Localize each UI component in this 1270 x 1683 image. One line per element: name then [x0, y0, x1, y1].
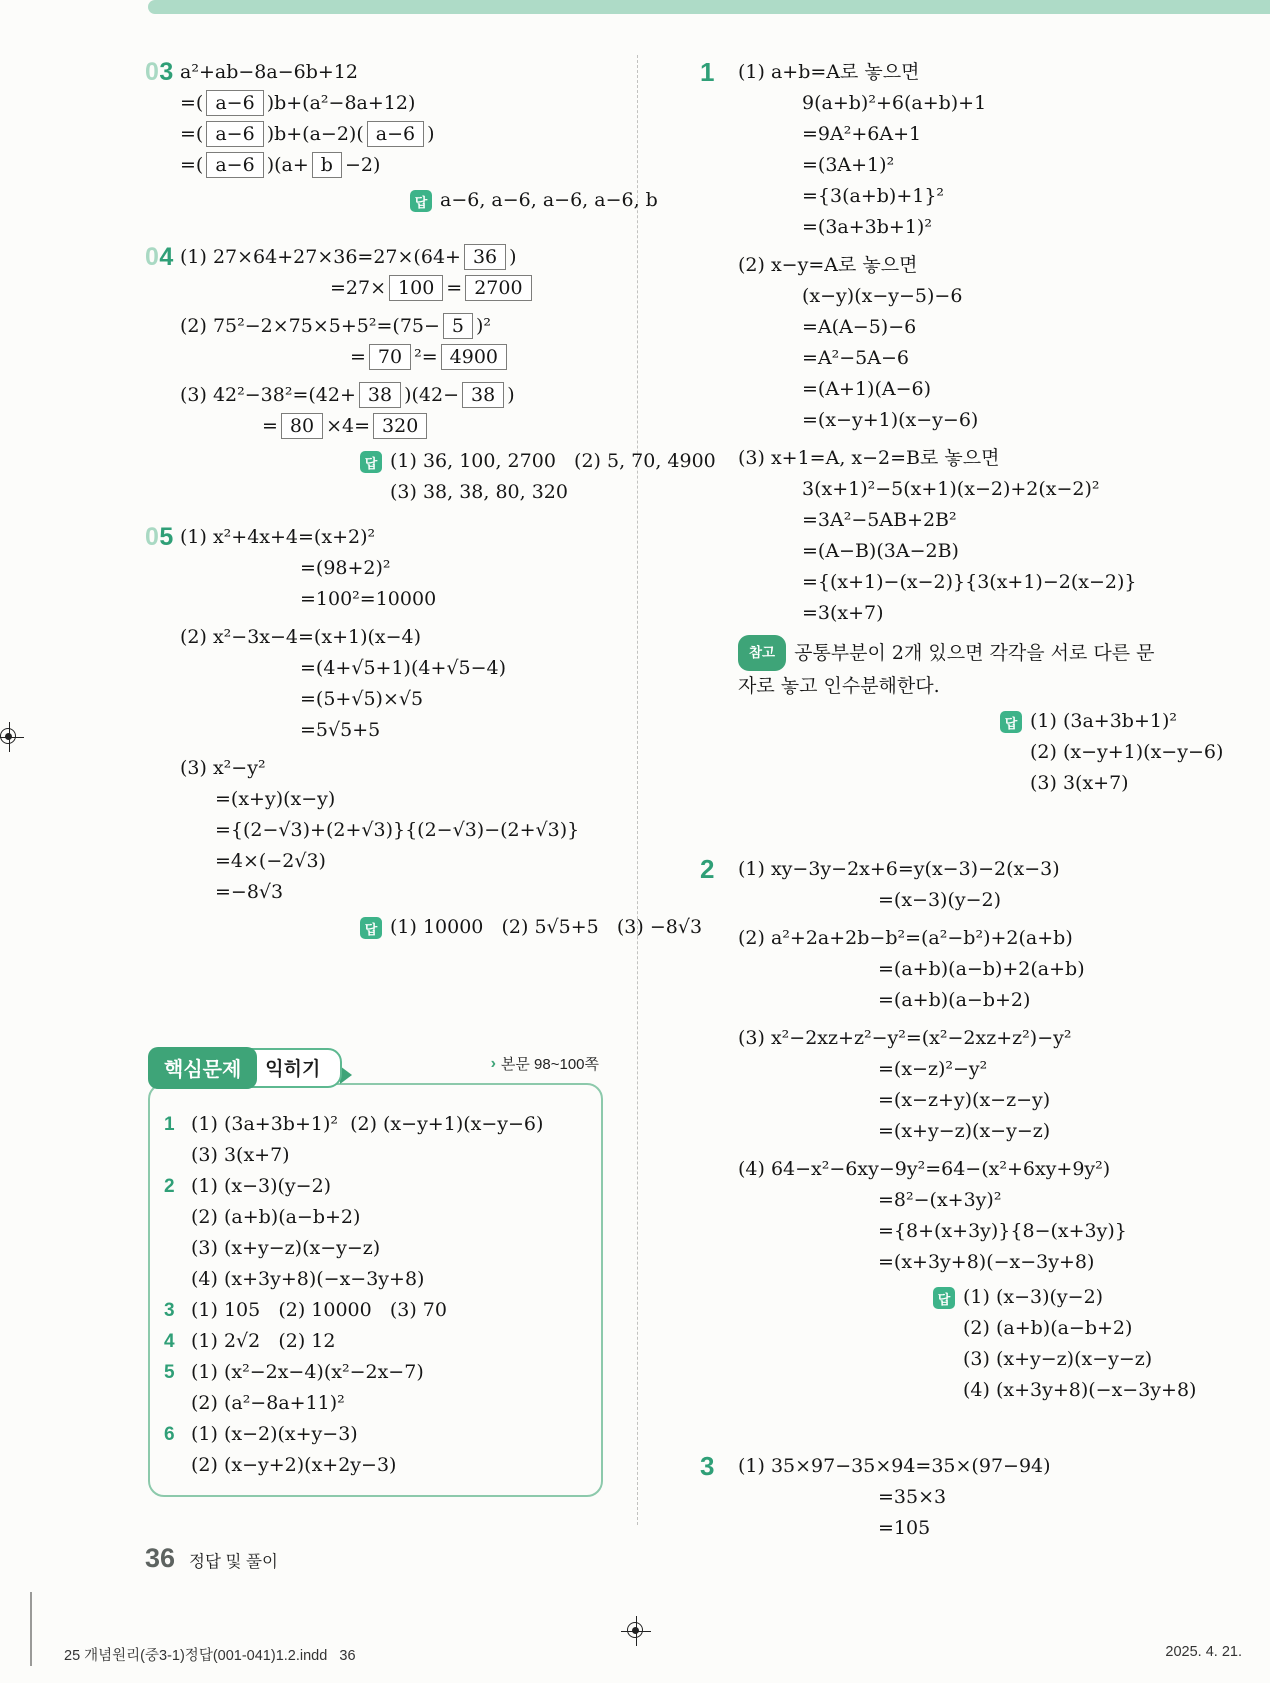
answer-line: (3) 3(x+7) — [191, 1144, 290, 1166]
print-date: 2025. 4. 21. — [1165, 1644, 1242, 1660]
fill-in-box: 5 — [443, 313, 473, 339]
fill-in-box: 2700 — [465, 275, 531, 301]
math-line: =(4+√5+1)(4+√5−4) — [300, 657, 506, 679]
answer-line: a−6, a−6, a−6, a−6, b — [440, 189, 658, 211]
answer-block — [933, 1282, 1197, 1406]
math-line: =(x+3y+8)(−x−3y+8) — [878, 1251, 1095, 1273]
answer-badge-icon: 답 — [933, 1287, 955, 1309]
answer-line: (1) (3a+3b+1)² — [1030, 710, 1177, 732]
column-divider — [637, 55, 638, 1525]
page-footer — [145, 1543, 278, 1574]
math-line: =27× 100 = 2700 — [330, 273, 610, 304]
note-block — [738, 635, 1170, 702]
math-line: =35×3 — [878, 1486, 947, 1508]
answer-line: (1) (x−3)(y−2) — [963, 1286, 1104, 1308]
core-item-number: 3 — [164, 1300, 175, 1321]
core-item-answers — [191, 1326, 587, 1357]
page-footer-label: 정답 및 풀이 — [189, 1553, 278, 1571]
note-badge: 참고 — [738, 635, 786, 671]
answer-lines — [1030, 706, 1223, 799]
left-column — [145, 57, 716, 1497]
math-line: =(x−3)(y−2) — [878, 889, 1002, 911]
math-line: (4) 64−x²−6xy−9y²=64−(x²+6xy+9y²) — [738, 1158, 1111, 1180]
problem-2 — [700, 854, 1197, 1406]
math-line: =9A²+6A+1 — [802, 123, 922, 145]
core-item-answers — [191, 1109, 587, 1171]
problem-number: 2 — [700, 854, 715, 884]
math-line: ={(2−√3)+(2+√3)}{(2−√3)−(2+√3)} — [215, 819, 580, 841]
math-line: =( a−6 )b+(a²−8a+12) — [180, 92, 416, 114]
math-line: (1) x²+4x+4=(x+2)² — [180, 526, 376, 548]
core-item-answers — [191, 1419, 587, 1481]
math-line: =( a−6 )(a+ b −2) — [180, 154, 381, 176]
fill-in-box: a−6 — [206, 121, 263, 147]
page-ref-text: 본문 98~100쪽 — [500, 1056, 599, 1073]
answer-block — [1000, 706, 1224, 799]
answer-line: (1) 36, 100, 2700 (2) 5, 70, 4900 — [390, 450, 716, 472]
math-line: =105 — [878, 1517, 931, 1539]
answer-block — [410, 185, 658, 216]
math-line: (1) xy−3y−2x+6=y(x−3)−2(x−3) — [738, 858, 1060, 880]
answer-line: (1) 2√2 (2) 12 — [191, 1330, 336, 1352]
answer-block — [360, 912, 703, 943]
answer-lines — [440, 185, 658, 216]
fill-in-box: 80 — [281, 413, 323, 439]
answer-line: (1) 10000 (2) 5√5+5 (3) −8√3 — [390, 916, 703, 938]
crop-mark — [30, 1592, 32, 1666]
math-line: =(a+b)(a−b+2) — [878, 989, 1031, 1011]
math-line: =(3A+1)² — [802, 154, 895, 176]
answer-line: (3) 38, 38, 80, 320 — [390, 481, 568, 503]
math-line: =100²=10000 — [300, 588, 437, 610]
answer-line: (2) (x−y+2)(x+2y−3) — [191, 1454, 397, 1476]
solution-lines — [180, 57, 610, 181]
math-line: =(x+y−z)(x−y−z) — [878, 1120, 1051, 1142]
math-line: ={(x+1)−(x−2)}{3(x+1)−2(x−2)} — [802, 571, 1137, 593]
answer-line: (1) 105 (2) 10000 (3) 70 — [191, 1299, 447, 1321]
math-line: (3) x²−2xz+z²−y²=(x²−2xz+z²)−y² — [738, 1027, 1072, 1049]
math-line: (x−y)(x−y−5)−6 — [802, 285, 963, 307]
math-line: =(5+√5)×√5 — [300, 688, 424, 710]
core-item-number: 4 — [164, 1331, 175, 1352]
fill-in-box: a−6 — [367, 121, 424, 147]
math-line: a²+ab−8a−6b+12 — [180, 61, 358, 83]
fill-in-box: 4900 — [441, 344, 507, 370]
math-line: (1) a+b=A로 놓으면 — [738, 61, 920, 83]
answer-line: (1) (x−3)(y−2) — [191, 1175, 332, 1197]
core-item-5 — [164, 1357, 587, 1419]
answer-line: (1) (3a+3b+1)² (2) (x−y+1)(x−y−6) — [191, 1113, 544, 1135]
registration-mark-bottom — [621, 1616, 651, 1646]
answer-line: (3) (x+y−z)(x−y−z) — [963, 1348, 1153, 1370]
math-line: (3) x²−y² — [180, 757, 266, 779]
core-item-3 — [164, 1295, 587, 1326]
math-line: =8²−(x+3y)² — [878, 1189, 1002, 1211]
core-item-number: 6 — [164, 1424, 175, 1445]
fill-in-box: 70 — [369, 344, 411, 370]
math-line: (3) x+1=A, x−2=B로 놓으면 — [738, 447, 1000, 469]
fill-in-box: 100 — [389, 275, 443, 301]
core-box-badge: 핵심문제 — [148, 1047, 257, 1089]
problem-1 — [700, 57, 1224, 799]
math-line: =(x−y+1)(x−y−6) — [802, 409, 979, 431]
math-line: =(x−z)²−y² — [878, 1058, 988, 1080]
answer-line: (2) (x−y+1)(x−y−6) — [1030, 741, 1224, 763]
math-line: =3(x+7) — [802, 602, 884, 624]
problem-3 — [700, 1451, 1170, 1544]
answer-badge-icon: 답 — [360, 917, 382, 939]
answer-badge-icon: 답 — [410, 190, 432, 212]
core-problems-box — [148, 1054, 603, 1497]
solution-lines — [738, 854, 1170, 1278]
fill-in-box: 38 — [462, 382, 504, 408]
math-line: =(x+y)(x−y) — [215, 788, 336, 810]
math-line: =3A²−5AB+2B² — [802, 509, 957, 531]
answer-badge-icon: 답 — [360, 451, 382, 473]
note-text: 공통부분이 2개 있으면 각각을 서로 다른 문자로 놓고 인수분해한다. — [738, 642, 1155, 697]
core-item-answers — [191, 1171, 587, 1295]
problem-number: 1 — [700, 57, 715, 87]
problem-05 — [145, 522, 703, 943]
answer-lines — [390, 446, 716, 508]
problem-number: 05 — [145, 523, 174, 551]
core-item-1 — [164, 1109, 587, 1171]
math-line: =4×(−2√3) — [215, 850, 326, 872]
answer-badge-icon: 답 — [1000, 711, 1022, 733]
math-line: (3) 42²−38²=(42+ 38 )(42− 38 ) — [180, 384, 515, 406]
math-line: (1) 27×64+27×36=27×(64+ 36 ) — [180, 246, 517, 268]
core-item-answers — [191, 1295, 587, 1326]
chevron-icon: › — [490, 1054, 496, 1072]
fill-in-box: 320 — [373, 413, 427, 439]
math-line: (2) a²+2a+2b−b²=(a²−b²)+2(a+b) — [738, 927, 1073, 949]
math-line: = 70 ²= 4900 — [350, 342, 610, 373]
math-line: =(A+1)(A−6) — [802, 378, 932, 400]
math-line: (2) 75²−2×75×5+5²=(75− 5 )² — [180, 315, 492, 337]
math-line: =( a−6 )b+(a−2)( a−6 ) — [180, 123, 435, 145]
core-item-number: 1 — [164, 1114, 175, 1135]
print-filename: 25 개념원리(중3-1)정답(001-041)1.2.indd 36 — [64, 1648, 356, 1664]
core-box-header — [148, 1047, 352, 1089]
page-number: 36 — [145, 1543, 176, 1573]
answer-line: (1) (x−2)(x+y−3) — [191, 1423, 358, 1445]
math-line: = 80 ×4= 320 — [262, 411, 610, 442]
problem-number: 3 — [700, 1451, 715, 1481]
fill-in-box: a−6 — [206, 152, 263, 178]
solution-lines — [180, 522, 610, 908]
top-accent-bar — [148, 0, 1270, 14]
fill-in-box: 36 — [464, 244, 506, 270]
math-line: =(3a+3b+1)² — [802, 216, 932, 238]
problem-number: 03 — [145, 58, 174, 86]
answer-line: (4) (x+3y+8)(−x−3y+8) — [191, 1268, 425, 1290]
solution-lines — [738, 1451, 1170, 1544]
registration-mark-left — [0, 722, 24, 752]
core-box-page-ref — [491, 1053, 599, 1074]
solution-lines — [180, 242, 610, 442]
fill-in-box: a−6 — [206, 90, 263, 116]
fill-in-box: b — [312, 152, 342, 178]
answer-lines — [963, 1282, 1196, 1406]
math-line: =5√5+5 — [300, 719, 381, 741]
math-line: =(a+b)(a−b)+2(a+b) — [878, 958, 1085, 980]
core-item-number: 2 — [164, 1176, 175, 1197]
math-line: =(x−z+y)(x−z−y) — [878, 1089, 1051, 1111]
answer-line: (3) (x+y−z)(x−y−z) — [191, 1237, 381, 1259]
math-line: =(98+2)² — [300, 557, 391, 579]
math-line: ={8+(x+3y)}{8−(x+3y)} — [878, 1220, 1127, 1242]
answer-line: (2) (a²−8a+11)² — [191, 1392, 345, 1414]
core-box-tail-icon — [340, 1066, 352, 1084]
problem-03 — [145, 57, 658, 216]
math-line: =A²−5A−6 — [802, 347, 909, 369]
math-line: =(A−B)(3A−2B) — [802, 540, 959, 562]
core-item-6 — [164, 1419, 587, 1481]
answer-line: (3) 3(x+7) — [1030, 772, 1129, 794]
math-line: ={3(a+b)+1}² — [802, 185, 945, 207]
core-item-answers — [191, 1357, 587, 1419]
answer-lines — [390, 912, 702, 943]
math-line: 9(a+b)²+6(a+b)+1 — [802, 92, 987, 114]
math-line: (1) 35×97−35×94=35×(97−94) — [738, 1455, 1051, 1477]
problem-number: 04 — [145, 243, 174, 271]
core-item-2 — [164, 1171, 587, 1295]
answer-line: (4) (x+3y+8)(−x−3y+8) — [963, 1379, 1197, 1401]
answer-block — [360, 446, 716, 508]
core-item-number: 5 — [164, 1362, 175, 1383]
core-item-4 — [164, 1326, 587, 1357]
right-column — [700, 57, 1224, 1544]
math-line: =A(A−5)−6 — [802, 316, 917, 338]
math-line: =−8√3 — [215, 881, 284, 903]
math-line: 3(x+1)²−5(x+1)(x−2)+2(x−2)² — [802, 478, 1100, 500]
answer-line: (1) (x²−2x−4)(x²−2x−7) — [191, 1361, 424, 1383]
fill-in-box: 38 — [359, 382, 401, 408]
problem-04 — [145, 242, 716, 508]
answer-line: (2) (a+b)(a−b+2) — [963, 1317, 1133, 1339]
core-box-tab: 익히기 — [247, 1048, 342, 1088]
solution-lines — [738, 57, 1170, 629]
math-line: (2) x²−3x−4=(x+1)(x−4) — [180, 626, 422, 648]
math-line: (2) x−y=A로 놓으면 — [738, 254, 918, 276]
answer-line: (2) (a+b)(a−b+2) — [191, 1206, 361, 1228]
